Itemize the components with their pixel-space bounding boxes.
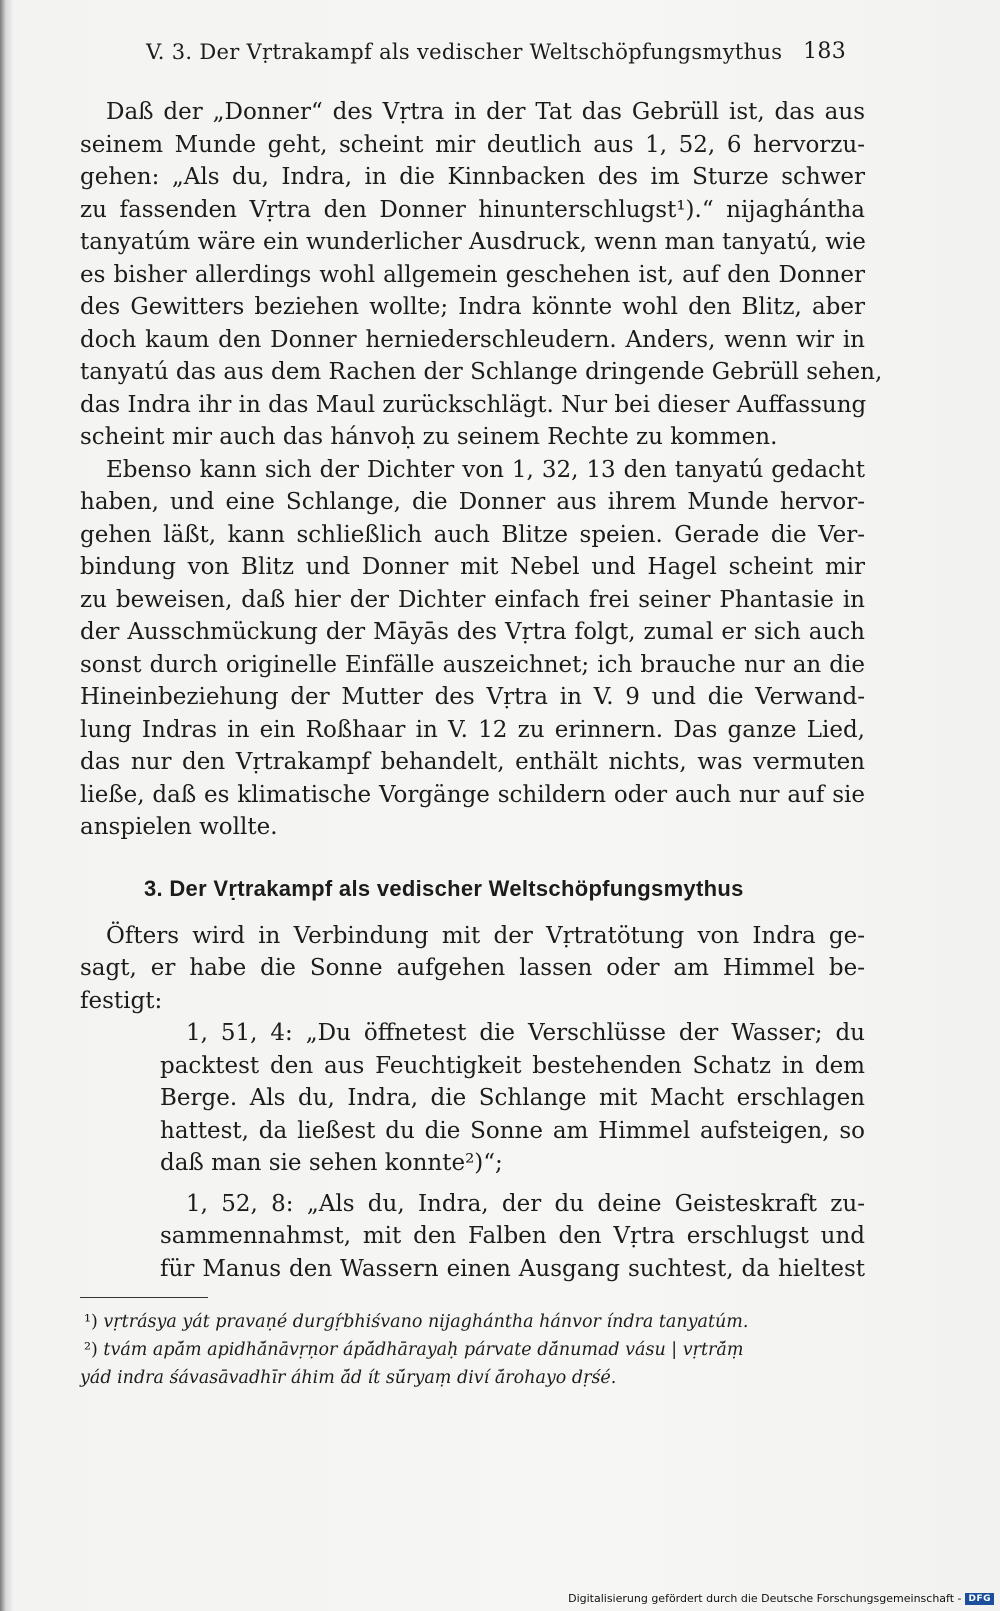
text-line: zu fassenden Vṛtra den Donner hinunterschlugst¹).“ nijaghántha <box>80 196 865 223</box>
text-line: des Gewitters beziehen wollte; Indra könnte wohl den Blitz, aber <box>80 294 865 320</box>
running-title: V. 3. Der Vṛtrakampf als vedischer Weltschöpfungsmythus <box>146 40 783 64</box>
text-line: ließe, daß es klimatische Vorgänge schildern oder auch nur auf sie <box>80 781 865 808</box>
text-line: packtest den aus Feuchtigkeit bestehenden Schatz in dem <box>160 1052 865 1079</box>
text-line: 1, 51, 4: „Du öffnetest die Verschlüsse der Wasser; du <box>186 1020 865 1046</box>
text-line: tanyatú das aus dem Rachen der Schlange dringende Gebrüll sehen, <box>80 359 883 385</box>
text-line: bindung von Blitz und Donner mit Nebel und Hagel scheint mir <box>80 554 865 580</box>
text-line: sagt, er habe die Sonne aufgehen lassen oder am Himmel be- <box>80 955 865 981</box>
digitization-credit <box>568 1592 994 1605</box>
section-heading: 3. Der Vṛtrakampf als vedischer Weltschöpfungsmythus <box>144 875 744 901</box>
text-line: der Ausschmückung der Māyās des Vṛtra folgt, zumal er sich auch <box>80 619 865 645</box>
body-text <box>80 96 883 1392</box>
footnote-text: tvám apā́m apidhā́nāvṛṇor ápā́dhārayaḥ párvate dā́numad vásu | vṛtrā́ṃ <box>103 1340 744 1360</box>
text-line: Berge. Als du, Indra, die Schlange mit Macht erschlagen <box>160 1085 865 1111</box>
text-line: daß man sie sehen konnte²)“; <box>160 1150 503 1176</box>
quotation-1 <box>80 1017 865 1180</box>
text-line: sonst durch originelle Einfälle auszeichnet; ich brauche nur an die <box>80 651 865 678</box>
text-line: zu beweisen, daß hier der Dichter einfach frei seiner Phantasie in <box>80 586 865 613</box>
footnote-marker: ²) <box>84 1340 98 1360</box>
footnote-text: vṛtrásya yát pravaṇé durgṛ́bhiśvano nijaghántha hánvor índra tanyatúm. <box>103 1312 749 1332</box>
paragraph-1 <box>80 96 883 454</box>
text-line: lung Indras in ein Roßhaar in V. 12 zu erinnern. Das ganze Lied, <box>80 716 865 743</box>
page-number: 183 <box>803 39 846 64</box>
text-line: seinem Munde geht, scheint mir deutlich aus 1, 52, 6 hervorzu- <box>80 131 865 158</box>
footnote-1 <box>80 1308 865 1336</box>
footnote-marker: ¹) <box>84 1312 98 1332</box>
text-line: scheint mir auch das hánvoḥ zu seinem Rechte zu kommen. <box>80 424 778 450</box>
footnote-rule <box>80 1297 208 1298</box>
footnote-2 <box>80 1336 865 1364</box>
text-line: tanyatúm wäre ein wunderlicher Ausdruck, wenn man tanyatú, wie <box>80 229 866 255</box>
credit-text: Digitalisierung gefördert durch die Deutsche Forschungsgemeinschaft - <box>568 1592 962 1605</box>
text-line: anspielen wollte. <box>80 814 278 840</box>
running-head <box>146 40 846 64</box>
text-line: Ebenso kann sich der Dichter von 1, 32, 13 den tanyatú gedacht <box>106 456 865 483</box>
text-line: hattest, da ließest du die Sonne am Himmel aufsteigen, so <box>160 1117 865 1144</box>
footnotes <box>80 1308 865 1392</box>
text-line: Hineinbeziehung der Mutter des Vṛtra in V. 9 und die Verwand- <box>80 684 865 710</box>
quotation-2 <box>80 1188 865 1286</box>
text-line: Öfters wird in Verbindung mit der Vṛtratötung von Indra ge- <box>106 922 865 949</box>
paragraph-2 <box>80 454 865 844</box>
paragraph-3 <box>80 920 865 1018</box>
text-line: für Manus den Wassern einen Ausgang suchtest, da hieltest <box>160 1255 865 1282</box>
dfg-logo: DFG <box>965 1593 994 1605</box>
text-line: gehen: „Als du, Indra, in die Kinnbacken des im Sturze schwer <box>80 164 865 190</box>
text-line: sammennahmst, mit den Falben den Vṛtra erschlugst und <box>160 1223 865 1249</box>
text-line: gehen läßt, kann schließlich auch Blitze speien. Gerade die Ver- <box>80 521 865 548</box>
text-line: doch kaum den Donner herniederschleudern. Anders, wenn wir in <box>80 326 865 353</box>
text-line: festigt: <box>80 987 163 1014</box>
text-line: 1, 52, 8: „Als du, Indra, der du deine Geisteskraft zu- <box>186 1190 865 1217</box>
text-line: das Indra ihr in das Maul zurückschlägt. Nur bei dieser Auffassung <box>80 391 867 418</box>
text-line: das nur den Vṛtrakampf behandelt, enthält nichts, was vermuten <box>80 749 865 775</box>
footnote-2-continuation: yád indra śávasāvadhīr áhim ā́d ít sū́ryaṃ diví ā́rohayo dṛśé. <box>80 1368 617 1388</box>
text-line: haben, und eine Schlange, die Donner aus ihrem Munde hervor- <box>80 489 865 515</box>
text-line: Daß der „Donner“ des Vṛtra in der Tat das Gebrüll ist, das aus <box>106 99 865 125</box>
text-line: es bisher allerdings wohl allgemein geschehen ist, auf den Donner <box>80 261 865 288</box>
